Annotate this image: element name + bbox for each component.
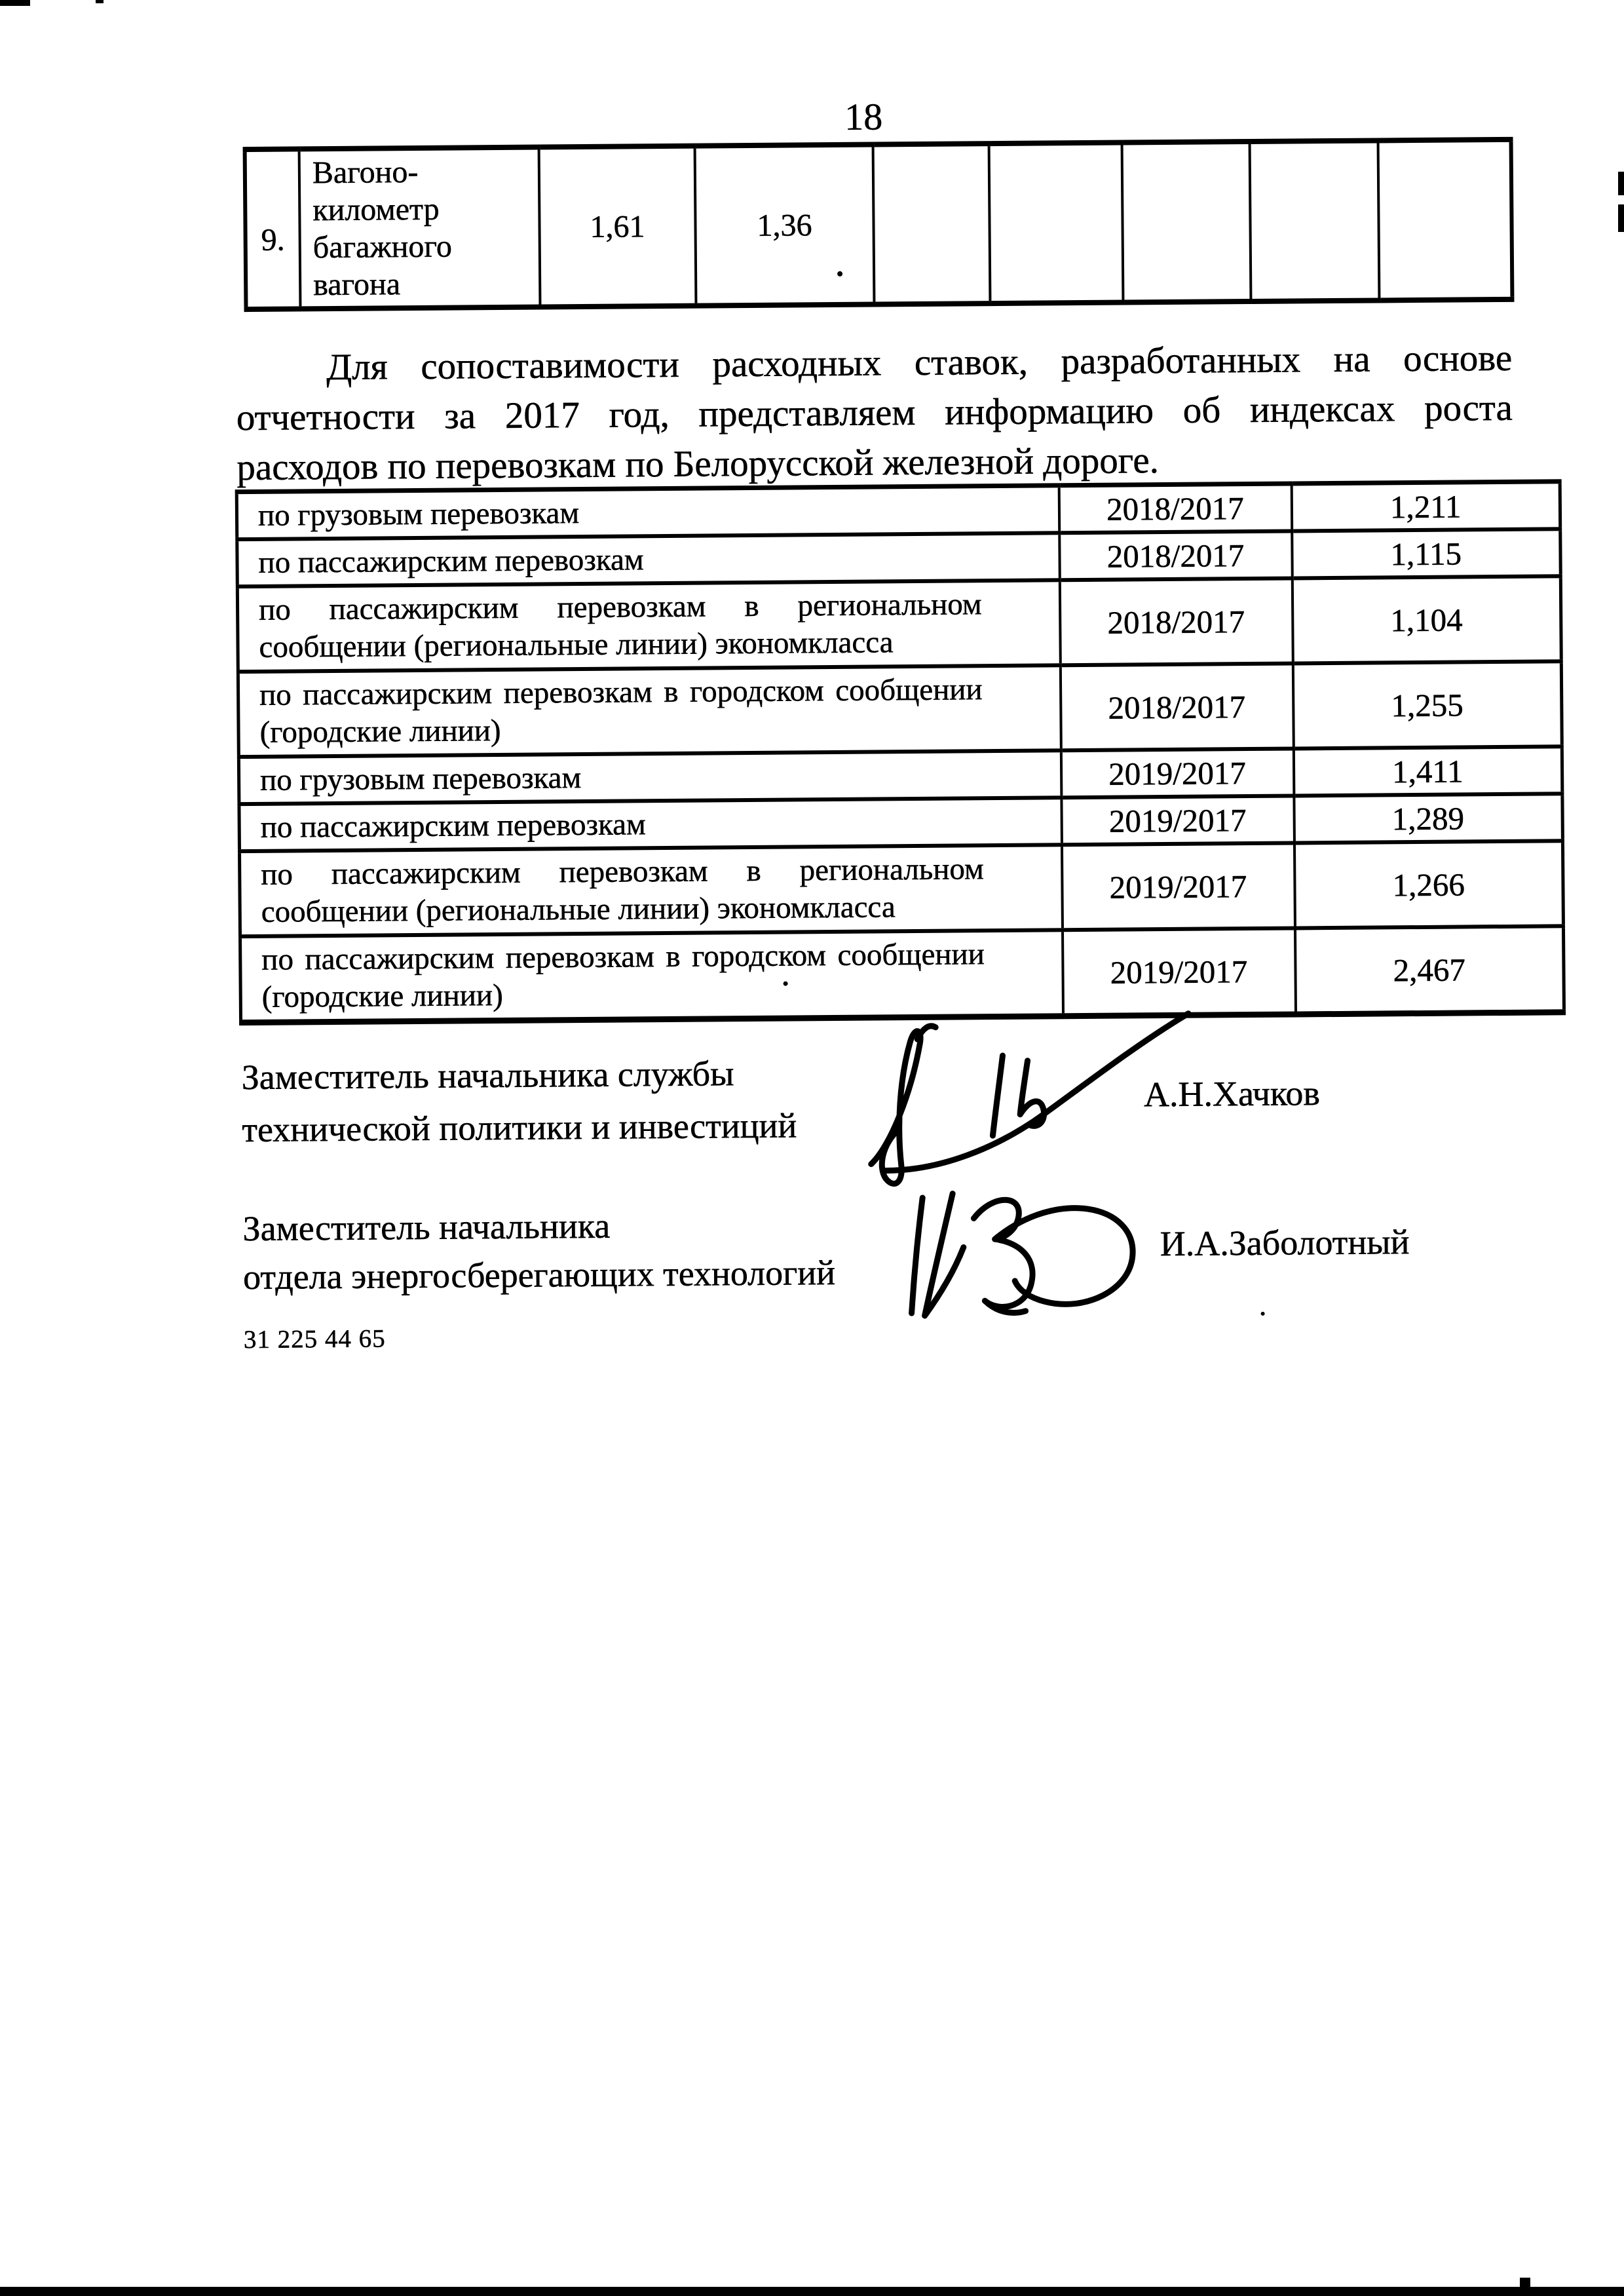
handwritten-signature-icon [905, 1185, 1170, 1326]
value-cell: 1,61 [539, 146, 696, 307]
scan-artifact-top-left [96, 0, 104, 3]
signature-block-1-title [241, 1046, 797, 1156]
scan-artifact-top-left [0, 0, 30, 6]
paragraph-line: расходов по перевозкам по Белорусской железной дороге. [236, 440, 1160, 489]
table-row [245, 140, 1513, 309]
index-value-cell: 1,411 [1293, 746, 1562, 795]
indicator-name-cell: Вагоно-километр багажного вагона [299, 147, 540, 309]
phone-number: 31 225 44 65 [243, 1324, 386, 1354]
index-value-cell: 1,211 [1291, 482, 1560, 531]
intro-paragraph [236, 334, 1513, 493]
period-cell: 2019/2017 [1061, 796, 1294, 845]
table-row [238, 661, 1562, 757]
row-label-cell: по пассажирским перевозкам в региональном сообщении (региональные линии) экономкласса [237, 580, 1060, 672]
signature-title-line: технической политики и инвестиций [242, 1105, 797, 1150]
empty-cell [1250, 140, 1380, 301]
index-value-cell: 2,467 [1294, 926, 1564, 1014]
empty-cell [1122, 142, 1251, 303]
period-cell: 2018/2017 [1059, 579, 1293, 666]
index-value-cell: 1,289 [1294, 794, 1563, 843]
row-label-cell: по пассажирским перевозкам в городском сообщении (городские линии) [238, 665, 1061, 757]
empty-cell [873, 144, 991, 304]
signatory-name: А.Н.Хачков [1143, 1073, 1321, 1115]
table-row [237, 576, 1561, 672]
index-value-cell: 1,115 [1292, 529, 1561, 578]
scan-artifact-bottom-notch [1520, 2278, 1530, 2287]
paragraph-line: отчетности за 2017 год, представляем информацию об индексах роста [236, 387, 1513, 439]
index-value-cell: 1,104 [1292, 576, 1561, 663]
scan-artifact-bottom-edge [0, 2287, 1624, 2296]
index-value-cell: 1,266 [1294, 841, 1563, 928]
signature-title-line: отдела энергосберегающих технологий [242, 1253, 836, 1297]
period-cell: 2019/2017 [1062, 928, 1295, 1016]
upper-table [243, 137, 1515, 312]
index-value-cell: 1,255 [1293, 661, 1562, 748]
value-cell: 1,36 [695, 145, 875, 306]
table-row [240, 841, 1564, 936]
indices-table [235, 479, 1566, 1025]
scan-artifact-right-edge [1618, 204, 1624, 232]
row-label-cell: по пассажирским перевозкам в региональном сообщении (региональные линии) экономкласса [240, 845, 1063, 936]
row-label-cell: по пассажирским перевозкам в городском сообщении (городские линии) [240, 930, 1063, 1022]
scan-artifact-right-edge [1618, 172, 1624, 195]
signatory-name: И.А.Заболотный [1160, 1222, 1410, 1264]
row-label-cell: по грузовым перевозкам [236, 486, 1059, 539]
period-cell: 2018/2017 [1059, 484, 1292, 533]
period-cell: 2018/2017 [1059, 531, 1293, 581]
scan-artifact-dot [1261, 1312, 1265, 1316]
table-row [240, 926, 1564, 1022]
signature-title-line: Заместитель начальника [242, 1206, 611, 1249]
scan-artifact-dot [784, 982, 788, 986]
row-number-cell: 9. [245, 149, 301, 309]
period-cell: 2018/2017 [1060, 664, 1293, 751]
empty-cell [1378, 140, 1513, 301]
signature-block-2-title [242, 1200, 835, 1301]
empty-cell [989, 143, 1124, 304]
period-cell: 2019/2017 [1061, 843, 1294, 930]
page-number: 18 [844, 95, 883, 138]
signature-title-line: Заместитель начальника службы [241, 1054, 734, 1098]
scan-artifact-dot [837, 271, 842, 277]
row-label-cell: по пассажирским перевозкам [239, 797, 1062, 851]
row-label-cell: по пассажирским перевозкам [237, 533, 1060, 586]
row-label-cell: по грузовым перевозкам [238, 750, 1061, 804]
period-cell: 2019/2017 [1061, 749, 1294, 798]
paragraph-line: Для сопоставимости расходных ставок, разработанных на основе [326, 337, 1513, 389]
